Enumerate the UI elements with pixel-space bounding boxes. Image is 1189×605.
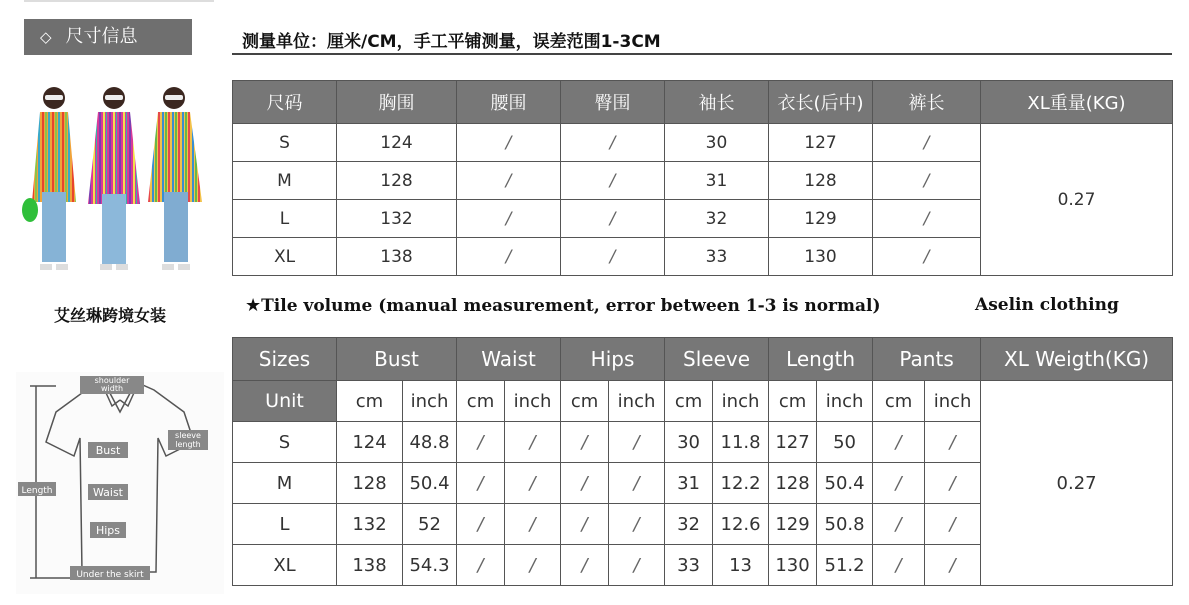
value-cell: 129: [769, 200, 873, 238]
value-cell: /: [873, 200, 981, 238]
value-cell: 138: [337, 238, 457, 276]
star-icon: ★: [245, 295, 262, 316]
value-cell: /: [457, 238, 561, 276]
models-photo: [18, 82, 214, 280]
value-cell: /: [505, 463, 561, 504]
value-cell: 50.4: [817, 463, 873, 504]
value-cell: 31: [665, 162, 769, 200]
value-cell: /: [873, 124, 981, 162]
value-cell: 13: [713, 545, 769, 586]
sleeve-label-2: length: [175, 440, 201, 449]
size-info-label: 尺寸信息: [65, 26, 138, 47]
value-cell: /: [925, 463, 981, 504]
size-table-cn: [232, 80, 1173, 276]
value-cell: /: [925, 504, 981, 545]
value-cell: 54.3: [403, 545, 457, 586]
unit-cell: cm: [457, 381, 505, 422]
unit-cell: inch: [403, 381, 457, 422]
column-header: 臀围: [561, 81, 665, 124]
hips-label: Hips: [95, 524, 121, 537]
model-center: [88, 87, 140, 270]
waist-label: Waist: [92, 486, 124, 499]
value-cell: /: [561, 545, 609, 586]
column-header: Pants: [873, 338, 981, 381]
value-cell: /: [457, 162, 561, 200]
column-header: 胸围: [337, 81, 457, 124]
value-cell: /: [609, 463, 665, 504]
size-table-en: [232, 337, 1173, 586]
column-header: Hips: [561, 338, 665, 381]
note-text: Tile volume (manual measurement, error between 1-3 is normal): [261, 296, 881, 316]
value-cell: /: [609, 504, 665, 545]
value-cell: /: [873, 238, 981, 276]
unit-cell: inch: [505, 381, 561, 422]
brand-name: Aselin clothing: [975, 295, 1119, 315]
hem-label: Under the skirt: [76, 570, 144, 580]
value-cell: 30: [665, 422, 713, 463]
unit-cell: inch: [925, 381, 981, 422]
table-header-row: [233, 338, 1173, 381]
value-cell: /: [457, 504, 505, 545]
table-row: [233, 124, 1173, 162]
value-cell: /: [505, 545, 561, 586]
unit-cell: inch: [609, 381, 665, 422]
value-cell: 124: [337, 124, 457, 162]
size-cell: XL: [233, 545, 337, 586]
unit-cell: inch: [817, 381, 873, 422]
value-cell: /: [561, 124, 665, 162]
value-cell: /: [925, 422, 981, 463]
value-cell: 138: [337, 545, 403, 586]
value-cell: /: [561, 238, 665, 276]
value-cell: /: [457, 545, 505, 586]
top-edge-line: [24, 0, 214, 2]
column-header: Waist: [457, 338, 561, 381]
column-header: 袖长: [665, 81, 769, 124]
size-cell: S: [233, 422, 337, 463]
value-cell: 50: [817, 422, 873, 463]
shoulder-label: shoulder: [94, 376, 130, 385]
unit-header: Unit: [233, 381, 337, 422]
unit-cell: cm: [665, 381, 713, 422]
column-header: 裤长: [873, 81, 981, 124]
size-cell: XL: [233, 238, 337, 276]
column-header: 腰围: [457, 81, 561, 124]
value-cell: /: [873, 422, 925, 463]
garment-diagram: [16, 372, 224, 594]
unit-cell: cm: [769, 381, 817, 422]
header-divider: [232, 53, 1172, 55]
model-left: [22, 87, 76, 270]
size-cell: M: [233, 463, 337, 504]
sleeve-label: sleeve: [175, 431, 201, 440]
column-header: XL Weigth(KG): [981, 338, 1173, 381]
value-cell: /: [873, 504, 925, 545]
value-cell: /: [505, 504, 561, 545]
weight-cell: 0.27: [981, 381, 1173, 586]
value-cell: /: [609, 545, 665, 586]
model-right: [148, 87, 202, 270]
diamond-outline-icon: ◇: [40, 28, 52, 46]
column-header: Sizes: [233, 338, 337, 381]
value-cell: 127: [769, 124, 873, 162]
value-cell: 128: [337, 463, 403, 504]
value-cell: 12.6: [713, 504, 769, 545]
value-cell: 32: [665, 200, 769, 238]
value-cell: 11.8: [713, 422, 769, 463]
value-cell: 130: [769, 238, 873, 276]
bust-label: Bust: [95, 444, 121, 457]
value-cell: 124: [337, 422, 403, 463]
value-cell: /: [609, 422, 665, 463]
column-header: Sleeve: [665, 338, 769, 381]
measurement-note-en: [245, 295, 881, 316]
value-cell: 132: [337, 504, 403, 545]
value-cell: /: [561, 162, 665, 200]
table-header-row: [233, 81, 1173, 124]
unit-cell: cm: [873, 381, 925, 422]
weight-cell: 0.27: [981, 124, 1173, 276]
measurement-note-cn: 测量单位：厘米/CM，手工平铺测量，误差范围1-3CM: [242, 32, 661, 52]
value-cell: 12.2: [713, 463, 769, 504]
value-cell: /: [457, 463, 505, 504]
size-cell: L: [233, 200, 337, 238]
value-cell: /: [873, 545, 925, 586]
value-cell: 33: [665, 238, 769, 276]
shoulder-label-2: width: [100, 384, 124, 393]
value-cell: 50.8: [817, 504, 873, 545]
value-cell: 132: [337, 200, 457, 238]
value-cell: 129: [769, 504, 817, 545]
column-header: Length: [769, 338, 873, 381]
value-cell: /: [561, 200, 665, 238]
unit-row: [233, 381, 1173, 422]
value-cell: 127: [769, 422, 817, 463]
column-header: 尺码: [233, 81, 337, 124]
value-cell: 33: [665, 545, 713, 586]
value-cell: /: [561, 504, 609, 545]
value-cell: 50.4: [403, 463, 457, 504]
value-cell: 31: [665, 463, 713, 504]
unit-cell: cm: [561, 381, 609, 422]
value-cell: 128: [769, 463, 817, 504]
column-header: 衣长(后中): [769, 81, 873, 124]
size-cell: S: [233, 124, 337, 162]
size-info-tag: [24, 19, 192, 55]
size-cell: M: [233, 162, 337, 200]
value-cell: /: [873, 463, 925, 504]
value-cell: /: [873, 162, 981, 200]
value-cell: /: [457, 200, 561, 238]
value-cell: 128: [769, 162, 873, 200]
column-header: XL重量(KG): [981, 81, 1173, 124]
value-cell: 128: [337, 162, 457, 200]
size-cell: L: [233, 504, 337, 545]
value-cell: /: [561, 463, 609, 504]
value-cell: /: [505, 422, 561, 463]
unit-cell: cm: [337, 381, 403, 422]
store-name: 艾丝琳跨境女装: [54, 306, 167, 325]
value-cell: /: [457, 124, 561, 162]
value-cell: 32: [665, 504, 713, 545]
value-cell: 52: [403, 504, 457, 545]
value-cell: 30: [665, 124, 769, 162]
value-cell: 130: [769, 545, 817, 586]
length-label: Length: [21, 486, 53, 496]
value-cell: /: [925, 545, 981, 586]
value-cell: 48.8: [403, 422, 457, 463]
value-cell: 51.2: [817, 545, 873, 586]
value-cell: /: [457, 422, 505, 463]
value-cell: /: [561, 422, 609, 463]
column-header: Bust: [337, 338, 457, 381]
unit-cell: inch: [713, 381, 769, 422]
